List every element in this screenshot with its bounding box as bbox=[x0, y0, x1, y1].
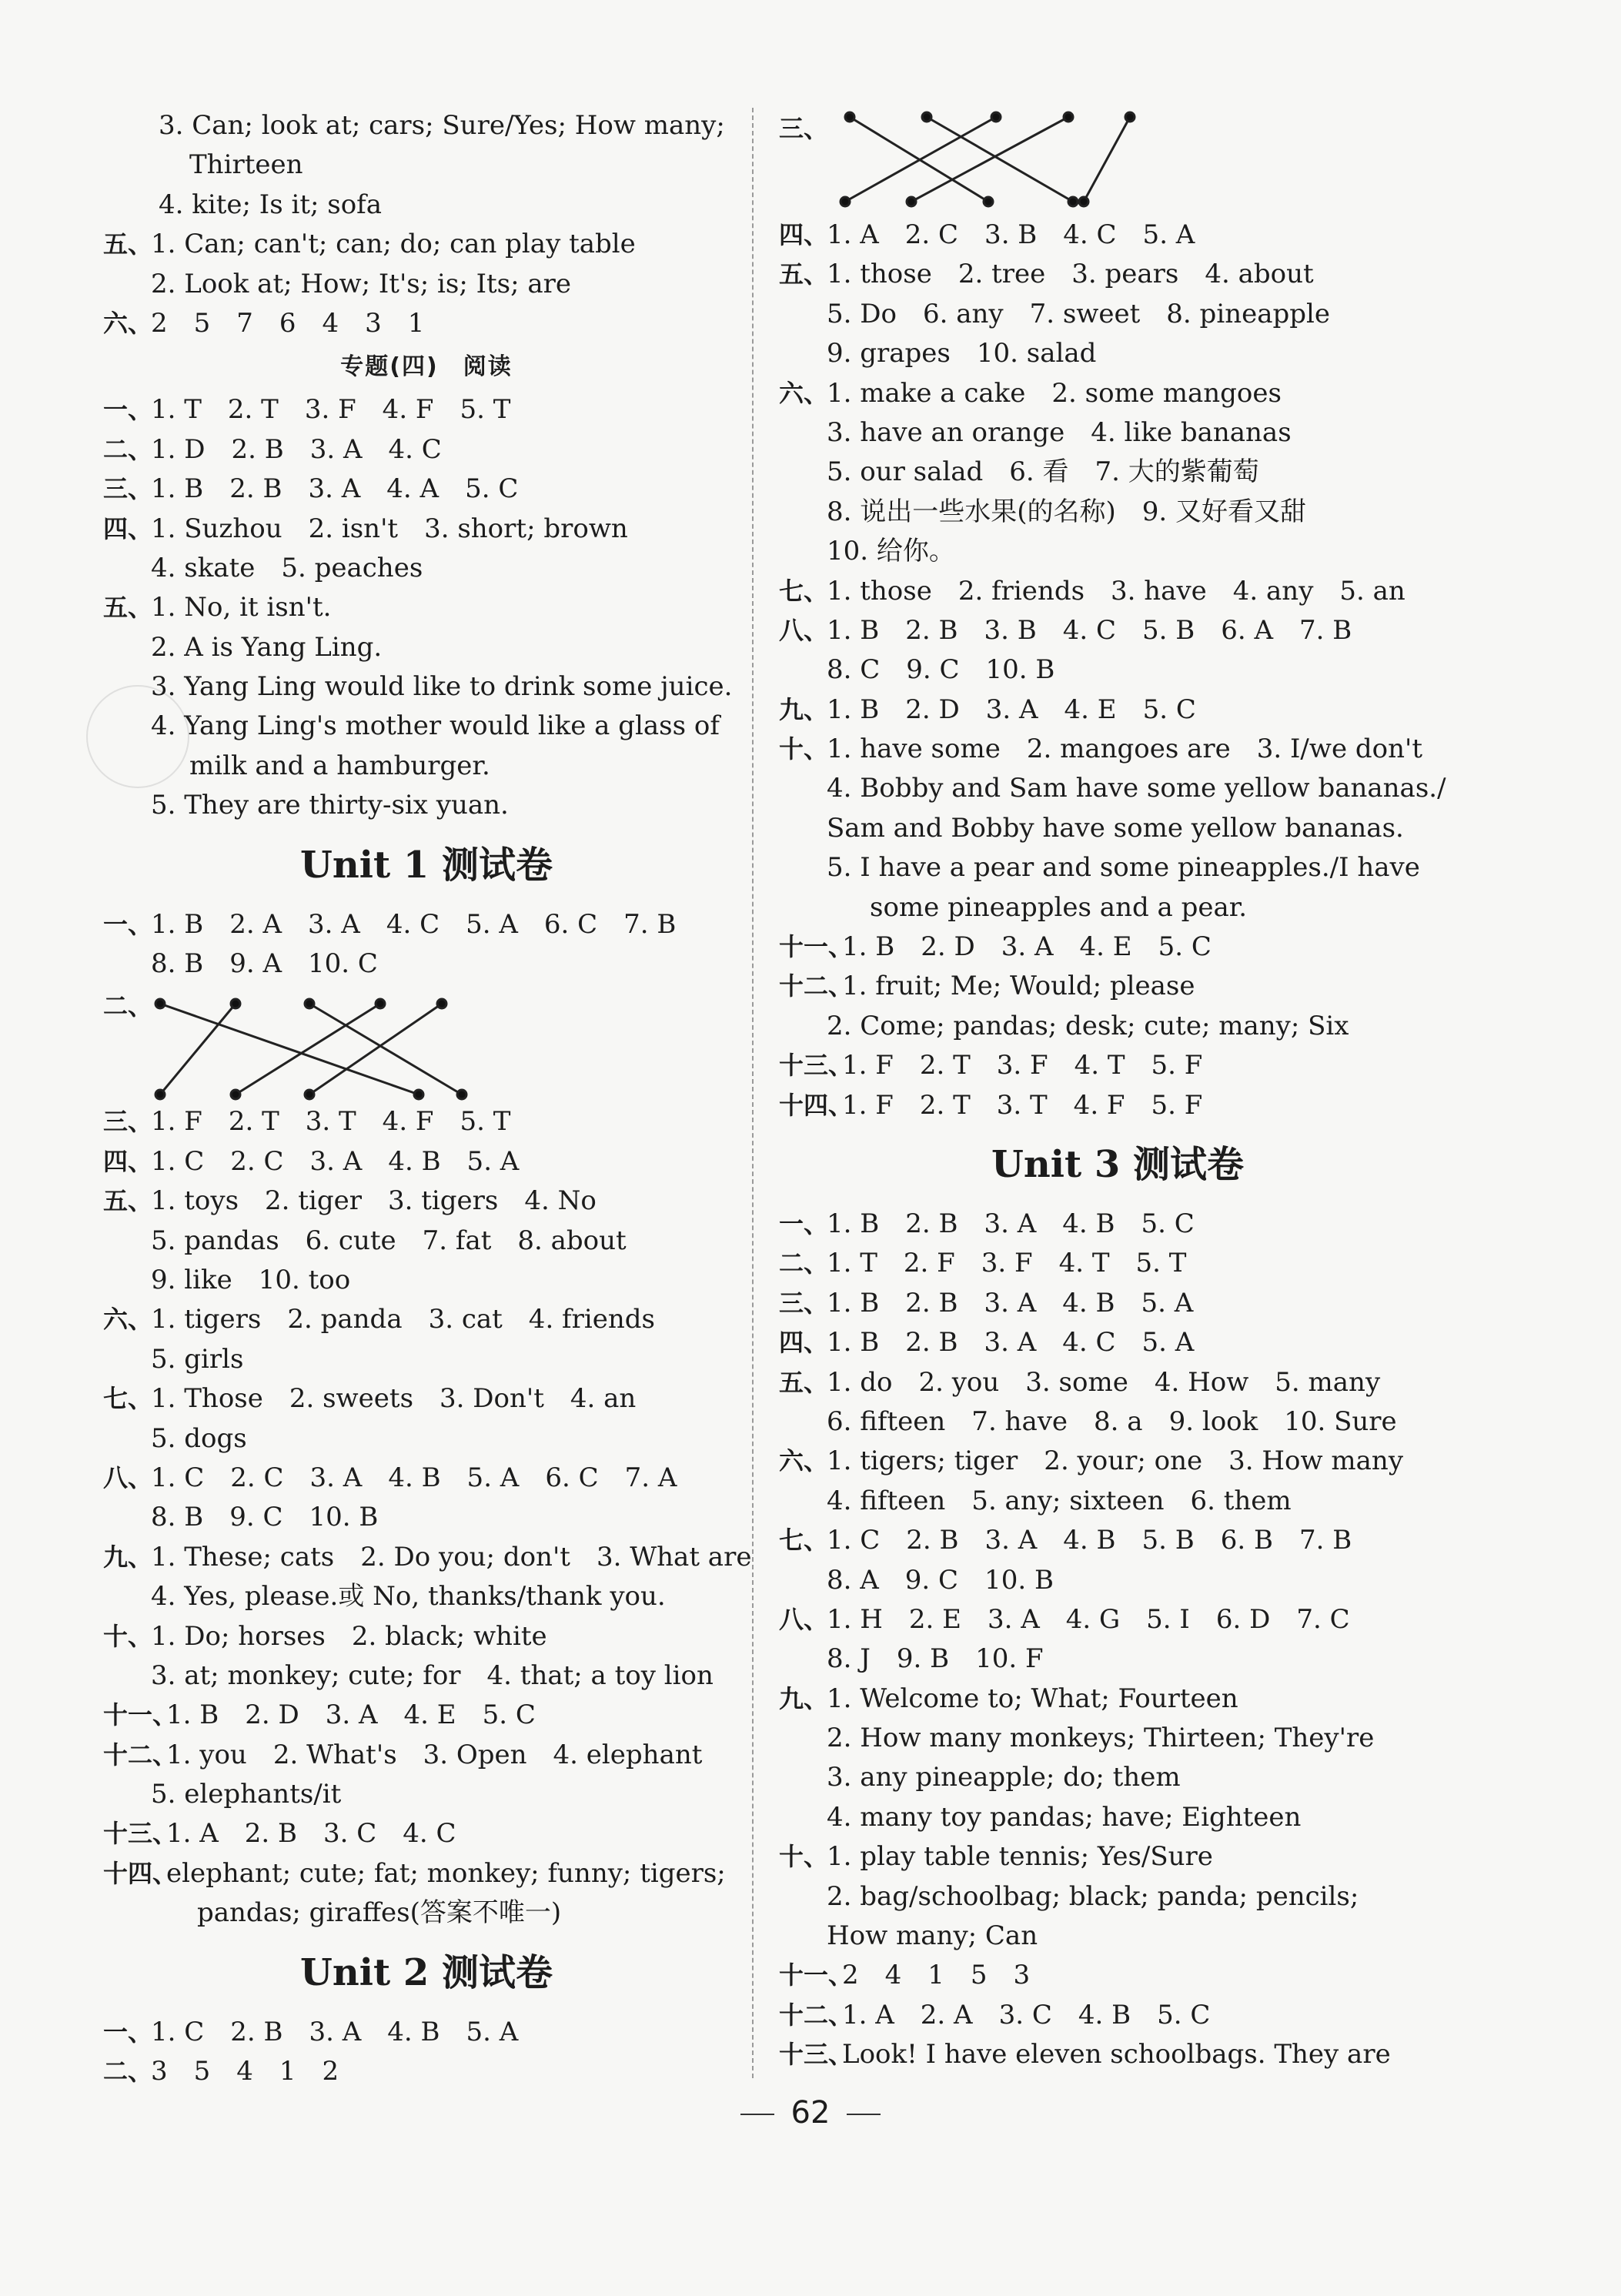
question-marker: 十四、 bbox=[103, 1858, 178, 1888]
answer-line bbox=[103, 390, 750, 429]
answer-line bbox=[103, 549, 750, 588]
answer-text: 1. C 2. B 3. A 4. B 5. B 6. B 7. B bbox=[827, 1525, 1352, 1556]
question-marker: 六、 bbox=[779, 378, 829, 408]
left-block1 bbox=[103, 106, 750, 343]
special-topic-heading: 专题(四) 阅读 bbox=[340, 353, 513, 381]
answer-text: 1. do 2. you 3. some 4. How 5. many bbox=[827, 1366, 1381, 1398]
answer-line bbox=[103, 1854, 750, 1893]
answer-line bbox=[779, 1996, 1456, 2035]
unit1-heading: Unit 1 测试卷 bbox=[300, 843, 553, 887]
answer-text: pandas; giraffes(答案不唯一) bbox=[197, 1897, 562, 1929]
question-marker: 四、 bbox=[103, 513, 153, 543]
answer-text: 1. tigers; tiger 2. your; one 3. How many bbox=[827, 1445, 1404, 1477]
answer-line bbox=[779, 532, 1456, 571]
answer-line bbox=[103, 588, 750, 627]
answer-text: 5. our salad 6. 看 7. 大的紫葡萄 bbox=[827, 456, 1259, 488]
answer-text: Thirteen bbox=[189, 149, 303, 181]
answer-line bbox=[779, 611, 1456, 650]
answer-text: 3. Yang Ling would like to drink some juice. bbox=[151, 671, 733, 703]
answer-line bbox=[779, 1402, 1456, 1442]
answer-line bbox=[779, 1600, 1456, 1639]
answer-line bbox=[779, 1719, 1456, 1758]
question-marker: 一、 bbox=[103, 2017, 153, 2047]
answer-text: 1. those 2. friends 3. have 4. any 5. an bbox=[827, 575, 1405, 607]
answer-line bbox=[779, 255, 1456, 294]
answer-text: 2 4 1 5 3 bbox=[842, 1960, 1031, 1991]
answer-text: 2. A is Yang Ling. bbox=[151, 631, 383, 663]
answer-line bbox=[779, 1561, 1456, 1600]
question-marker: 十一、 bbox=[103, 1700, 178, 1730]
answer-line bbox=[103, 106, 750, 145]
answer-text: 1. Do; horses 2. black; white bbox=[151, 1620, 547, 1652]
answer-text: 3. have an orange 4. like bananas bbox=[827, 416, 1292, 448]
answer-line bbox=[103, 2013, 750, 2052]
answer-line bbox=[779, 1323, 1456, 1362]
answer-line bbox=[103, 905, 750, 944]
answer-text: 5. girls bbox=[151, 1343, 244, 1375]
question-marker: 二、 bbox=[103, 2057, 153, 2087]
question-marker: 九、 bbox=[779, 1683, 829, 1713]
question-marker: 八、 bbox=[779, 615, 829, 645]
question-marker: 三、 bbox=[103, 1107, 153, 1137]
answer-line bbox=[103, 1538, 750, 1577]
question-marker: 一、 bbox=[779, 1208, 829, 1238]
footer-dash-right bbox=[847, 2114, 881, 2115]
answer-text: 8. C 9. C 10. B bbox=[827, 654, 1055, 686]
answer-line bbox=[103, 1419, 750, 1459]
question-marker: 五、 bbox=[103, 593, 153, 623]
answer-text: 3. at; monkey; cute; for 4. that; a toy lion bbox=[151, 1659, 714, 1691]
answer-line bbox=[779, 572, 1456, 611]
answer-text: 1. B 2. A 3. A 4. C 5. A 6. C 7. B bbox=[151, 908, 677, 940]
answer-line bbox=[103, 145, 750, 185]
answer-text: 1. fruit; Me; Would; please bbox=[842, 971, 1195, 1002]
answer-text: 1. T 2. F 3. F 4. T 5. T bbox=[827, 1248, 1187, 1279]
page-number: 62 bbox=[790, 2095, 831, 2131]
answer-text: 4. Bobby and Sam have some yellow bananas./ bbox=[827, 773, 1446, 804]
answer-text: 1. make a cake 2. some mangoes bbox=[827, 377, 1282, 409]
answer-text: 1. Those 2. sweets 3. Don't 4. an bbox=[151, 1383, 637, 1415]
answer-text: some pineapples and a pear. bbox=[870, 891, 1248, 923]
answer-line bbox=[103, 1736, 750, 1775]
page-footer bbox=[0, 2095, 1621, 2131]
answer-text: 1. you 2. What's 3. Open 4. elephant bbox=[166, 1739, 703, 1770]
unit2-part-a bbox=[103, 2013, 750, 2092]
answer-line bbox=[779, 1284, 1456, 1323]
answer-line bbox=[103, 1656, 750, 1696]
answer-text: 2. Look at; How; It's; is; Its; are bbox=[151, 268, 572, 299]
question-marker: 二、 bbox=[103, 434, 153, 464]
answer-line bbox=[103, 1617, 750, 1656]
answer-line bbox=[103, 1142, 750, 1181]
answer-text: 2 5 7 6 4 3 1 bbox=[151, 307, 425, 339]
answer-line bbox=[103, 430, 750, 470]
question-marker: 四、 bbox=[103, 1146, 153, 1176]
answer-line bbox=[779, 730, 1456, 769]
question-marker: 十四、 bbox=[779, 1090, 854, 1120]
answer-line bbox=[103, 1261, 750, 1300]
answer-text: 3. Can; look at; cars; Sure/Yes; How many; bbox=[159, 110, 725, 141]
answer-text: milk and a hamburger. bbox=[189, 750, 490, 781]
answer-text: 1. have some 2. mangoes are 3. I/we don't bbox=[827, 734, 1423, 765]
answer-text: 1. D 2. B 3. A 4. C bbox=[151, 433, 442, 465]
answer-text: 3 5 4 1 2 bbox=[151, 2056, 339, 2087]
answer-text: 9. grapes 10. salad bbox=[827, 338, 1097, 369]
matching-lines bbox=[103, 984, 750, 1102]
answer-line bbox=[103, 1102, 750, 1141]
answer-line bbox=[779, 927, 1456, 967]
answer-text: 1. No, it isn't. bbox=[151, 592, 332, 623]
question-marker: 十、 bbox=[103, 1621, 153, 1651]
question-marker: 七、 bbox=[779, 576, 829, 606]
answer-line bbox=[103, 304, 750, 343]
answer-text: 8. 说出一些水果(的名称) 9. 又好看又甜 bbox=[827, 496, 1307, 527]
answer-line bbox=[103, 944, 750, 984]
question-marker: 六、 bbox=[103, 308, 153, 338]
answer-line bbox=[779, 453, 1456, 492]
answer-line bbox=[103, 1222, 750, 1261]
answer-text: 9. like 10. too bbox=[151, 1264, 351, 1295]
answer-text: 8. A 9. C 10. B bbox=[827, 1564, 1054, 1596]
answer-text: 2. How many monkeys; Thirteen; They're bbox=[827, 1723, 1375, 1754]
answer-text: 2. Come; pandas; desk; cute; many; Six bbox=[827, 1010, 1349, 1041]
unit3-heading: Unit 3 测试卷 bbox=[991, 1142, 1244, 1186]
answer-line bbox=[779, 334, 1456, 373]
answer-line bbox=[103, 628, 750, 667]
answer-text: 6. fifteen 7. have 8. a 9. look 10. Sure bbox=[827, 1405, 1397, 1437]
answer-line bbox=[779, 1917, 1456, 1956]
question-marker: 十三、 bbox=[779, 1051, 854, 1081]
answer-line bbox=[103, 265, 750, 304]
answer-line bbox=[779, 1956, 1456, 1995]
answer-text: 1. These; cats 2. Do you; don't 3. What are bbox=[151, 1541, 752, 1572]
answer-line bbox=[103, 707, 750, 746]
answer-text: 1. Suzhou 2. isn't 3. short; brown bbox=[151, 513, 628, 544]
unit1-part-a bbox=[103, 905, 750, 984]
right-block1 bbox=[779, 216, 1456, 1125]
answer-text: 5. pandas 6. cute 7. fat 8. about bbox=[151, 1225, 627, 1256]
question-marker: 十一、 bbox=[779, 1960, 854, 1990]
answer-text: 1. B 2. B 3. B 4. C 5. B 6. A 7. B bbox=[827, 614, 1352, 646]
answer-line bbox=[779, 1244, 1456, 1283]
question-marker: 九、 bbox=[103, 1542, 153, 1572]
answer-text: 3. any pineapple; do; them bbox=[827, 1762, 1181, 1793]
answer-line bbox=[779, 1837, 1456, 1877]
answer-line bbox=[779, 295, 1456, 334]
answer-line bbox=[103, 1577, 750, 1616]
answer-text: 4. kite; Is it; sofa bbox=[159, 189, 383, 220]
answer-text: 1. Can; can't; can; do; can play table bbox=[151, 229, 636, 260]
answer-line bbox=[779, 216, 1456, 255]
answer-text: 1. C 2. B 3. A 4. B 5. A bbox=[151, 2016, 519, 2047]
answer-text: 5. I have a pear and some pineapples./I have bbox=[827, 852, 1420, 884]
answer-text: 4. skate 5. peaches bbox=[151, 552, 423, 583]
answer-text: 8. J 9. B 10. F bbox=[827, 1643, 1044, 1675]
answer-text: 1. those 2. tree 3. pears 4. about bbox=[827, 259, 1314, 290]
answer-text: 5. dogs bbox=[151, 1422, 247, 1454]
question-marker: 一、 bbox=[103, 395, 153, 425]
answer-text: 1. F 2. T 3. T 4. F 5. F bbox=[842, 1089, 1203, 1121]
answer-line bbox=[779, 374, 1456, 413]
question-marker: 十三、 bbox=[103, 1819, 178, 1849]
question-marker: 八、 bbox=[779, 1604, 829, 1634]
answer-line bbox=[103, 1340, 750, 1379]
answer-line bbox=[103, 185, 750, 225]
answer-line bbox=[779, 1046, 1456, 1085]
answer-text: 4. fifteen 5. any; sixteen 6. them bbox=[827, 1485, 1292, 1516]
answer-text: 1. T 2. T 3. F 4. F 5. T bbox=[151, 394, 511, 426]
footer-dash-left bbox=[740, 2114, 774, 2115]
answer-text: 5. Do 6. any 7. sweet 8. pineapple bbox=[827, 298, 1331, 329]
question-marker: 十、 bbox=[779, 1842, 829, 1872]
question-marker: 六、 bbox=[779, 1446, 829, 1476]
question-marker: 五、 bbox=[779, 1367, 829, 1397]
answer-line bbox=[779, 1086, 1456, 1125]
question-marker: 六、 bbox=[103, 1305, 153, 1335]
question-marker: 九、 bbox=[779, 694, 829, 724]
answer-line bbox=[779, 1639, 1456, 1679]
right-column bbox=[779, 106, 1456, 2075]
unit1-matching-diagram bbox=[103, 984, 750, 1102]
answer-line bbox=[779, 1798, 1456, 1837]
column-divider bbox=[752, 108, 754, 2078]
answer-text: 4. Yang Ling's mother would like a glass of bbox=[151, 710, 720, 742]
answer-line bbox=[103, 1814, 750, 1853]
answer-line bbox=[779, 2035, 1456, 2074]
answer-text: 1. A 2. A 3. C 4. B 5. C bbox=[842, 1999, 1211, 2030]
answer-line bbox=[103, 2052, 750, 2091]
question-marker: 二、 bbox=[103, 991, 153, 1021]
answer-text: 1. C 2. C 3. A 4. B 5. A 6. C 7. A bbox=[151, 1462, 677, 1493]
question-marker: 七、 bbox=[779, 1526, 829, 1556]
answer-line bbox=[103, 470, 750, 509]
answer-line bbox=[779, 967, 1456, 1006]
answer-line bbox=[779, 888, 1456, 927]
answer-line bbox=[779, 1758, 1456, 1797]
answer-line bbox=[779, 1363, 1456, 1402]
answer-text: 1. B 2. B 3. A 4. A 5. C bbox=[151, 473, 519, 505]
question-marker: 十三、 bbox=[779, 2040, 854, 2070]
question-marker: 八、 bbox=[103, 1462, 153, 1492]
question-marker: 四、 bbox=[779, 1328, 829, 1358]
answer-text: 1. toys 2. tiger 3. tigers 4. No bbox=[151, 1185, 597, 1217]
answer-text: elephant; cute; fat; monkey; funny; tigers; bbox=[166, 1857, 726, 1889]
answer-line bbox=[103, 1300, 750, 1339]
unit2-matching-diagram bbox=[779, 106, 1456, 216]
answer-text: 1. C 2. C 3. A 4. B 5. A bbox=[151, 1145, 520, 1177]
answer-line bbox=[779, 650, 1456, 690]
answer-line bbox=[779, 1442, 1456, 1481]
question-marker: 七、 bbox=[103, 1384, 153, 1414]
left-column bbox=[103, 106, 750, 2091]
answer-line bbox=[103, 1459, 750, 1498]
answer-line bbox=[779, 690, 1456, 730]
answer-line bbox=[103, 1379, 750, 1419]
answer-text: 1. tigers 2. panda 3. cat 4. friends bbox=[151, 1304, 655, 1335]
left-block2 bbox=[103, 390, 750, 825]
question-marker: 五、 bbox=[779, 259, 829, 289]
answer-line bbox=[779, 848, 1456, 887]
answer-text: 1. B 2. B 3. A 4. B 5. A bbox=[827, 1287, 1194, 1318]
answer-line bbox=[779, 1679, 1456, 1719]
answer-text: 5. They are thirty-six yuan. bbox=[151, 790, 509, 821]
question-marker: 十二、 bbox=[103, 1740, 178, 1770]
answer-line bbox=[103, 1893, 750, 1933]
answer-text: 8. B 9. C 10. B bbox=[151, 1502, 379, 1533]
answer-line bbox=[779, 1205, 1456, 1244]
question-marker: 三、 bbox=[103, 474, 153, 504]
question-marker: 一、 bbox=[103, 909, 153, 939]
unit1-part-b bbox=[103, 1102, 750, 1933]
answer-text: 1. B 2. D 3. A 4. E 5. C bbox=[827, 693, 1196, 725]
answer-text: 1. B 2. B 3. A 4. B 5. C bbox=[827, 1208, 1195, 1239]
question-marker: 三、 bbox=[779, 1288, 829, 1318]
answer-text: 1. B 2. D 3. A 4. E 5. C bbox=[166, 1699, 536, 1731]
answer-text: Sam and Bobby have some yellow bananas. bbox=[827, 812, 1404, 844]
answer-line bbox=[779, 413, 1456, 453]
answer-text: 1. B 2. B 3. A 4. C 5. A bbox=[827, 1327, 1195, 1359]
answer-line bbox=[103, 1181, 750, 1221]
answer-line bbox=[103, 1696, 750, 1735]
answer-text: 4. Yes, please.或 No, thanks/thank you. bbox=[151, 1581, 666, 1613]
question-marker: 五、 bbox=[103, 229, 153, 259]
question-marker: 十、 bbox=[779, 734, 829, 764]
unit3-answers bbox=[779, 1205, 1456, 2075]
answer-text: Look! I have eleven schoolbags. They are bbox=[842, 2039, 1391, 2070]
answer-line bbox=[779, 1877, 1456, 1917]
answer-text: 1. H 2. E 3. A 4. G 5. I 6. D 7. C bbox=[827, 1603, 1350, 1635]
answer-text: 8. B 9. A 10. C bbox=[151, 948, 378, 980]
answer-text: 1. Welcome to; What; Fourteen bbox=[827, 1683, 1238, 1714]
question-marker: 二、 bbox=[779, 1248, 829, 1278]
answer-line bbox=[103, 786, 750, 825]
question-marker: 十二、 bbox=[779, 2000, 854, 2030]
answer-text: 1. A 2. B 3. C 4. C bbox=[166, 1818, 456, 1850]
answer-line bbox=[103, 225, 750, 264]
answer-line bbox=[779, 493, 1456, 532]
matching-lines bbox=[779, 106, 1456, 216]
question-marker: 四、 bbox=[779, 220, 829, 249]
answer-line bbox=[103, 1775, 750, 1814]
answer-line bbox=[103, 510, 750, 549]
question-marker: 五、 bbox=[103, 1186, 153, 1216]
answer-text: 1. B 2. D 3. A 4. E 5. C bbox=[842, 931, 1212, 963]
answer-text: 4. many toy pandas; have; Eighteen bbox=[827, 1801, 1302, 1833]
answer-text: 2. bag/schoolbag; black; panda; pencils; bbox=[827, 1880, 1359, 1912]
question-marker: 三、 bbox=[779, 114, 829, 143]
answer-text: 1. F 2. T 3. T 4. F 5. T bbox=[151, 1106, 511, 1138]
answer-line bbox=[103, 747, 750, 786]
answer-text: 1. F 2. T 3. F 4. T 5. F bbox=[842, 1050, 1203, 1081]
answer-line bbox=[779, 1521, 1456, 1560]
answer-line bbox=[779, 1482, 1456, 1521]
answer-text: 5. elephants/it bbox=[151, 1779, 342, 1810]
answer-line bbox=[779, 809, 1456, 848]
answer-text: 1. play table tennis; Yes/Sure bbox=[827, 1841, 1213, 1873]
unit2-heading: Unit 2 测试卷 bbox=[300, 1950, 553, 1994]
answer-text: 1. A 2. C 3. B 4. C 5. A bbox=[827, 219, 1195, 250]
question-marker: 十一、 bbox=[779, 932, 854, 962]
answer-text: 10. 给你。 bbox=[827, 536, 955, 567]
answer-text: How many; Can bbox=[827, 1920, 1038, 1952]
answer-line bbox=[779, 1007, 1456, 1046]
answer-line bbox=[779, 769, 1456, 808]
answer-line bbox=[103, 1498, 750, 1537]
question-marker: 十二、 bbox=[779, 971, 854, 1001]
answer-line bbox=[103, 667, 750, 707]
